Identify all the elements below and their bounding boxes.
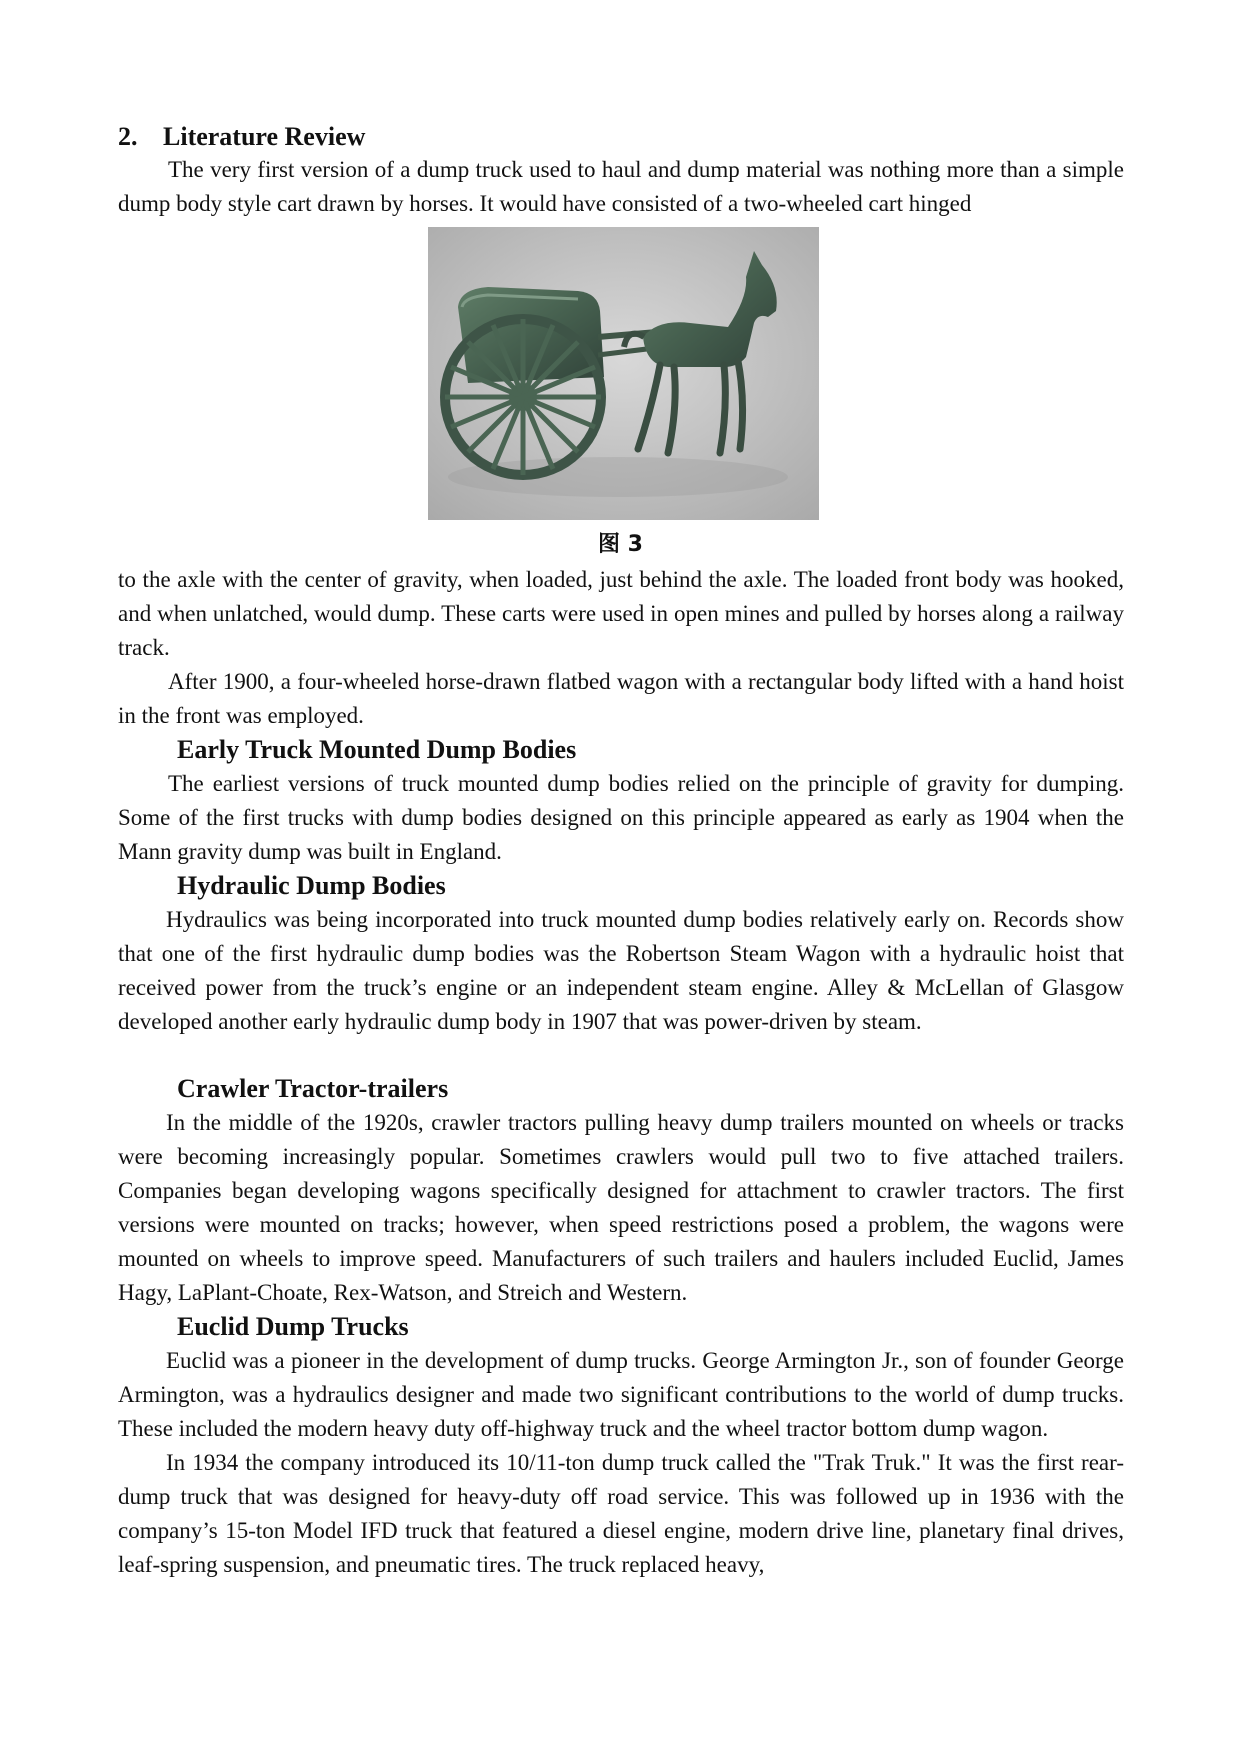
section-heading [118, 120, 365, 154]
crawler-block [118, 1106, 1124, 1310]
intro-block-top [118, 153, 1124, 221]
early-truck-block [118, 767, 1124, 869]
paragraph-crawler: In the middle of the 1920s, crawler tractors pulling heavy dump trailers mounted on wheels or tracks were becoming increasingly popular. Sometimes crawlers would pull two to five attached trailers. Companies began developing wagons specifically designed for attachment to crawler tractors. The first versions were mounted on tracks; however, when speed restrictions posed a problem, the wagons were mounted on wheels to improve speed. Manufacturers of such trailers and haulers included Euclid, James Hagy, LaPlant-Choate, Rex-Watson, and Streich and Western. [118, 1110, 1124, 1305]
section-number: 2. [118, 122, 138, 151]
subheading-crawler: Crawler Tractor-trailers [177, 1074, 449, 1103]
hydraulic-block [118, 903, 1124, 1039]
figure-photo [428, 227, 819, 520]
paragraph-hydraulic: Hydraulics was being incorporated into truck mounted dump bodies relatively early on. Records show that one of the first hydraulic dump bodies was the Robertson Steam Wagon with a hydraulic hoist that received power from the truck’s engine or an independent steam engine. Alley & McLellan of Glasgow developed another early hydraulic dump body in 1907 that was power-driven by steam. [118, 907, 1124, 1034]
paragraph-intro-part2: to the axle with the center of gravity, when loaded, just behind the axle. The loaded front body was hooked, and when unlatched, would dump. These carts were used in open mines and pulled by horses along a railway track. [118, 567, 1124, 660]
subheading-euclid: Euclid Dump Trucks [177, 1312, 409, 1341]
horse-cart-image [428, 227, 819, 520]
subheading-hydraulic: Hydraulic Dump Bodies [177, 871, 446, 900]
subheading-early-truck: Early Truck Mounted Dump Bodies [177, 735, 577, 764]
paragraph-early-truck: The earliest versions of truck mounted dump bodies relied on the principle of gravity for dumping. Some of the first trucks with dump bodies designed on this principle appeared as early as 1904 when the Mann gravity dump was built in England. [118, 771, 1124, 864]
intro-block-bottom [118, 563, 1124, 733]
euclid-block [118, 1344, 1124, 1582]
paragraph-after-1900: After 1900, a four-wheeled horse-drawn flatbed wagon with a rectangular body lifted with a hand hoist in the front was employed. [118, 669, 1124, 728]
paragraph-euclid-2: In 1934 the company introduced its 10/11-ton dump truck called the "Trak Truk." It was the first rear-dump truck that was designed for heavy-duty off road service. This was followed up in 1936 with the company’s 15-ton Model IFD truck that featured a diesel engine, modern drive line, planetary final drives, leaf-spring suspension, and pneumatic tires. The truck replaced heavy, [118, 1450, 1124, 1577]
paragraph-euclid-1: Euclid was a pioneer in the development of dump trucks. George Armington Jr., son of founder George Armington, was a hydraulics designer and made two significant contributions to the world of dump trucks. These included the modern heavy duty off-highway truck and the wheel tractor bottom dump wagon. [118, 1348, 1124, 1441]
paragraph-intro-part1: The very first version of a dump truck used to haul and dump material was nothing more than a simple dump body style cart drawn by horses. It would have consisted of a two-wheeled cart hinged [118, 157, 1124, 216]
figure-caption: 图 3 [598, 532, 643, 557]
section-title: Literature Review [163, 122, 366, 151]
